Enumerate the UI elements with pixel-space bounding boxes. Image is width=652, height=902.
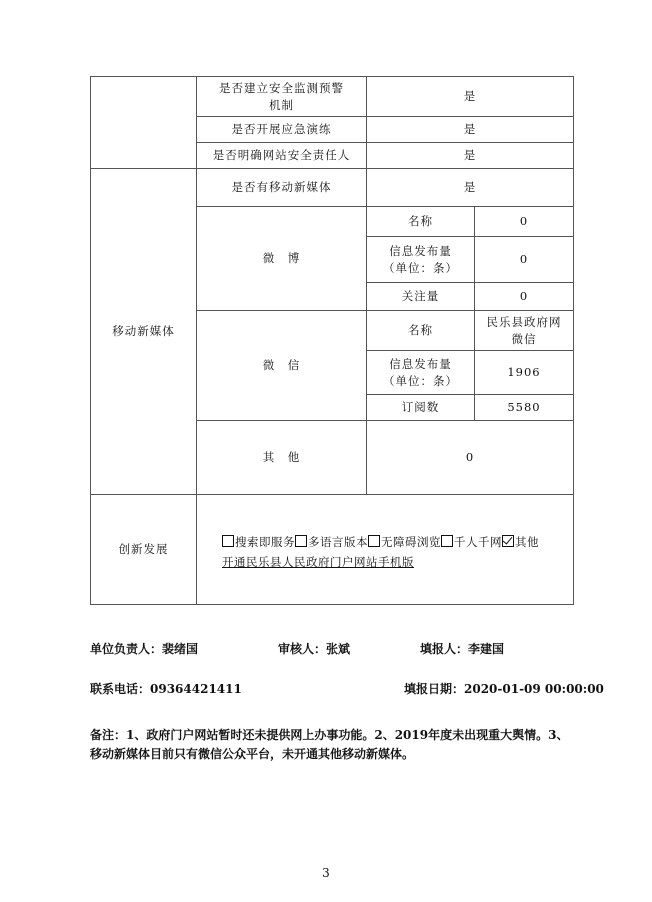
option-multilingual[interactable]: 多语言版本 — [295, 535, 368, 549]
weibo-name-label: 名称 — [367, 207, 475, 237]
innovation-other-text: 开通民乐县人民政府门户网站手机版 — [222, 555, 414, 569]
drill-label: 是否开展应急演练 — [197, 117, 367, 143]
option-personalized[interactable]: 千人千网 — [441, 535, 502, 549]
wechat-name-label: 名称 — [367, 311, 475, 351]
report-date: 填报日期：2020-01-09 00:00:00 — [404, 682, 604, 696]
has-mobile-media-label: 是否有移动新媒体 — [197, 169, 367, 207]
reviewer: 审核人：张斌 — [278, 642, 351, 656]
checkbox-icon[interactable] — [368, 535, 380, 547]
new-media-section-label: 移动新媒体 — [91, 169, 197, 495]
wechat-subscribers-label: 订阅数 — [367, 395, 475, 421]
other-media-value: 0 — [367, 421, 573, 495]
safety-section-cell — [91, 77, 197, 169]
other-media-label: 其 他 — [197, 421, 367, 495]
responsible-label: 是否明确网站安全责任人 — [197, 143, 367, 169]
weibo-name-value: 0 — [475, 207, 573, 237]
page-number: 3 — [322, 866, 330, 880]
monitoring-label: 是否建立安全监测预警 机制 — [197, 77, 367, 117]
innovation-options — [222, 532, 572, 572]
unit-head: 单位负责人：裴绪国 — [90, 642, 199, 656]
wechat-name-value: 民乐县政府网 微信 — [475, 311, 573, 351]
contact-phone: 联系电话：09364421411 — [90, 682, 242, 696]
wechat-posts-value: 1906 — [475, 351, 573, 395]
weibo-posts-label: 信息发布量 （单位：条） — [367, 237, 475, 283]
innovation-section-label: 创新发展 — [91, 495, 197, 604]
option-other[interactable]: 其他 — [502, 535, 539, 549]
monitoring-value: 是 — [367, 77, 573, 117]
filler: 填报人：李建国 — [420, 642, 505, 656]
option-search-as-service[interactable]: 搜索即服务 — [222, 535, 295, 549]
has-mobile-media-value: 是 — [367, 169, 573, 207]
wechat-posts-label: 信息发布量 （单位：条） — [367, 351, 475, 395]
checkbox-icon[interactable] — [441, 535, 453, 547]
drill-value: 是 — [367, 117, 573, 143]
responsible-value: 是 — [367, 143, 573, 169]
wechat-label: 微 信 — [197, 311, 367, 421]
report-table — [90, 76, 574, 605]
checkbox-icon[interactable] — [295, 535, 307, 547]
wechat-subscribers-value: 5580 — [475, 395, 573, 421]
remark: 备注：1、政府门户网站暂时还未提供网上办事功能。2、2019年度未出现重大舆情。3、移动新媒体目前只有微信公众平台，未开通其他移动新媒体。 — [90, 728, 569, 761]
weibo-followers-value: 0 — [475, 283, 573, 311]
option-accessibility[interactable]: 无障碍浏览 — [368, 535, 441, 549]
checkbox-icon[interactable] — [222, 535, 234, 547]
weibo-label: 微 博 — [197, 207, 367, 311]
weibo-posts-value: 0 — [475, 237, 573, 283]
checkbox-checked-icon[interactable] — [502, 535, 514, 547]
weibo-followers-label: 关注量 — [367, 283, 475, 311]
